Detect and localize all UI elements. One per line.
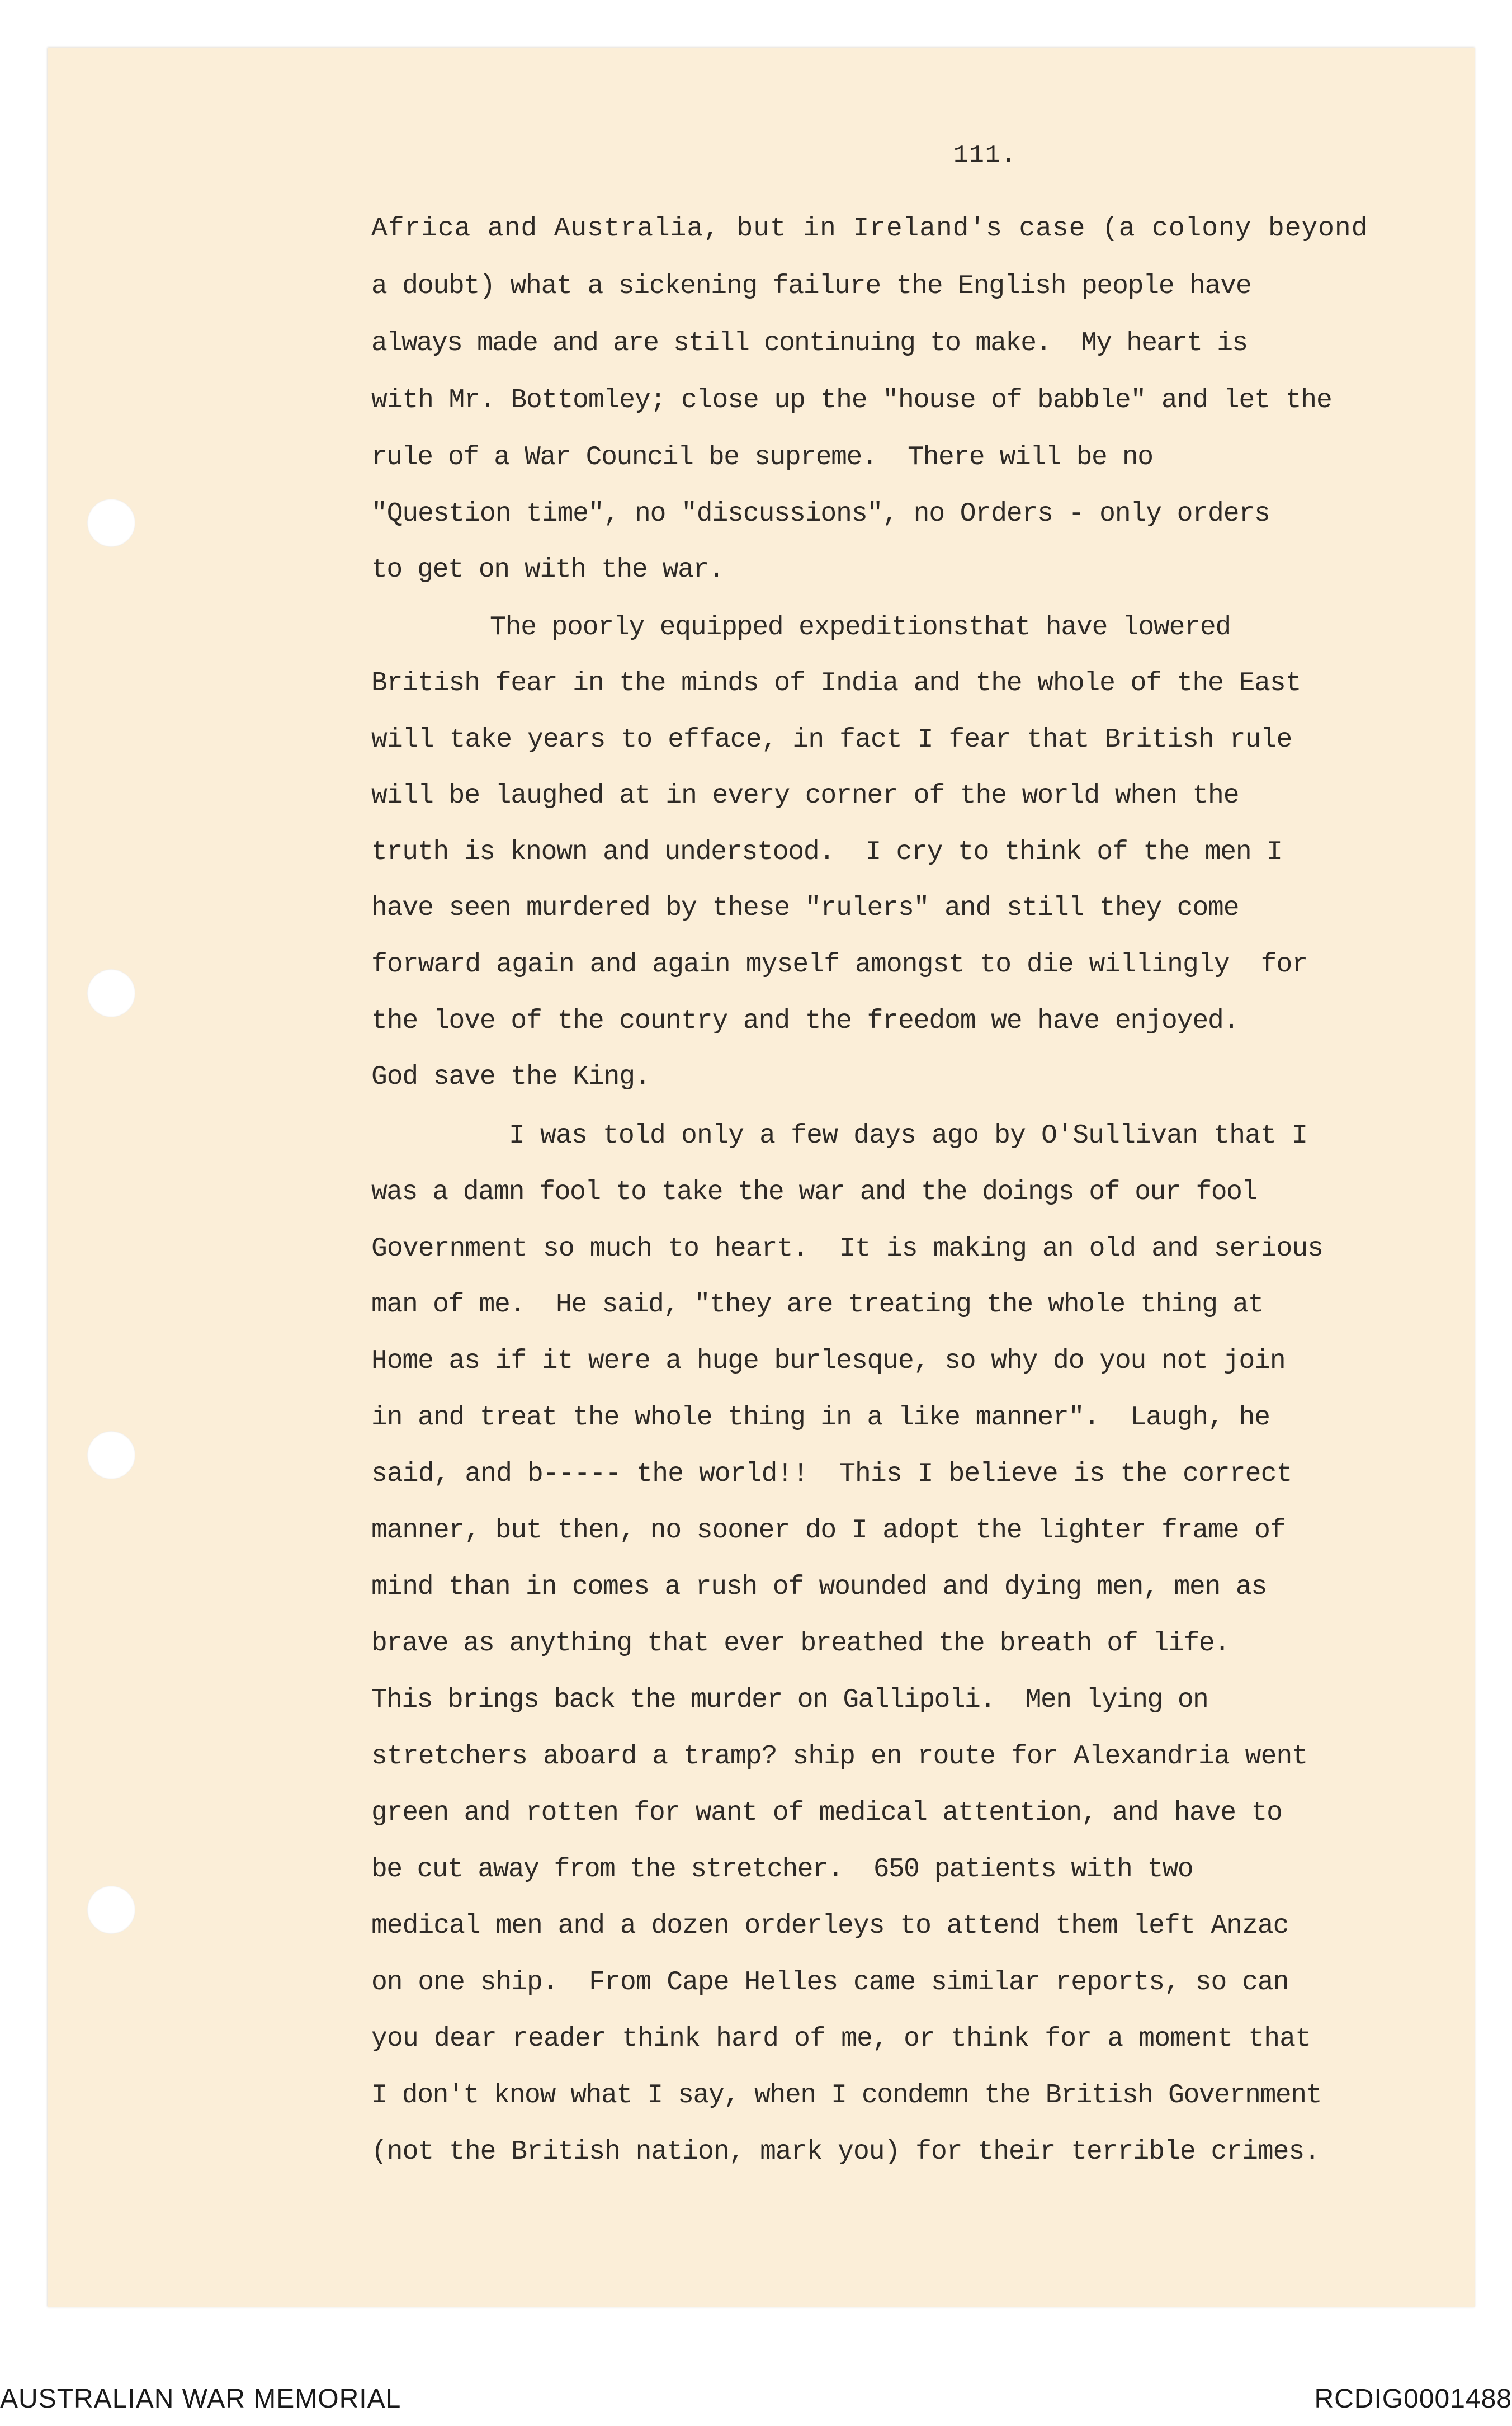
text-line: in and treat the whole thing in a like manner". Laugh, he xyxy=(371,1403,1270,1433)
text-line: truth is known and understood. I cry to think of the men I xyxy=(371,837,1282,867)
text-line: brave as anything that ever breathed the breath of life. xyxy=(371,1629,1230,1659)
footer-institution: AUSTRALIAN WAR MEMORIAL xyxy=(0,2384,401,2414)
text-line: God save the King. xyxy=(371,1062,650,1092)
text-line: Government so much to heart. It is making an old and serious xyxy=(371,1234,1324,1264)
page-number: 111. xyxy=(953,141,1017,169)
text-line: a doubt) what a sickening failure the English people have xyxy=(371,271,1251,301)
text-line: have seen murdered by these "rulers" and still they come xyxy=(371,893,1239,923)
text-line: stretchers aboard a tramp? ship en route for Alexandria went xyxy=(371,1741,1308,1772)
text-line: I don't know what I say, when I condemn the British Government xyxy=(371,2080,1322,2111)
text-line: man of me. He said, "they are treating the whole thing at xyxy=(371,1290,1264,1320)
text-line: will take years to efface, in fact I fear that British rule xyxy=(371,725,1292,755)
text-line: manner, but then, no sooner do I adopt the lighter frame of xyxy=(371,1516,1286,1546)
text-line: Home as if it were a huge burlesque, so why do you not join xyxy=(371,1346,1286,1376)
text-line: Africa and Australia, but in Ireland's case (a colony beyond xyxy=(371,214,1368,244)
text-line: "Question time", no "discussions", no Orders - only orders xyxy=(371,499,1270,529)
text-line: on one ship. From Cape Helles came similar reports, so can xyxy=(371,1967,1289,1998)
text-line: you dear reader think hard of me, or think for a moment that xyxy=(371,2024,1311,2054)
text-line: to get on with the war. xyxy=(371,555,724,585)
text-line: be cut away from the stretcher. 650 patients with two xyxy=(371,1854,1193,1885)
text-line: rule of a War Council be supreme. There will be no xyxy=(371,442,1153,473)
text-line: always made and are still continuing to make. My heart is xyxy=(371,328,1248,358)
text-line: forward again and again myself amongst to die willingly for xyxy=(371,950,1308,980)
text-line: I was told only a few days ago by O'Sullivan that I xyxy=(509,1121,1308,1151)
typewritten-text xyxy=(48,48,1475,2307)
text-line: mind than in comes a rush of wounded and dying men, men as xyxy=(371,1572,1267,1602)
text-line: The poorly equipped expeditionsthat have lowered xyxy=(490,612,1231,643)
text-line: the love of the country and the freedom we have enjoyed. xyxy=(371,1006,1239,1036)
text-line: This brings back the murder on Gallipoli. Men lying on xyxy=(371,1685,1208,1715)
document-page xyxy=(48,48,1475,2307)
text-line: British fear in the minds of India and the whole of the East xyxy=(371,668,1301,698)
text-line: (not the British nation, mark you) for their terrible crimes. xyxy=(371,2137,1320,2167)
text-line: medical men and a dozen orderleys to attend them left Anzac xyxy=(371,1911,1289,1941)
footer-record-id: RCDIG0001488 xyxy=(1314,2384,1512,2414)
text-line: was a damn fool to take the war and the doings of our fool xyxy=(371,1177,1257,1207)
text-line: said, and b----- the world!! This I believe is the correct xyxy=(371,1459,1292,1489)
text-line: will be laughed at in every corner of the world when the xyxy=(371,781,1239,811)
text-line: green and rotten for want of medical attention, and have to xyxy=(371,1798,1282,1828)
text-line: with Mr. Bottomley; close up the "house of babble" and let the xyxy=(371,385,1332,416)
